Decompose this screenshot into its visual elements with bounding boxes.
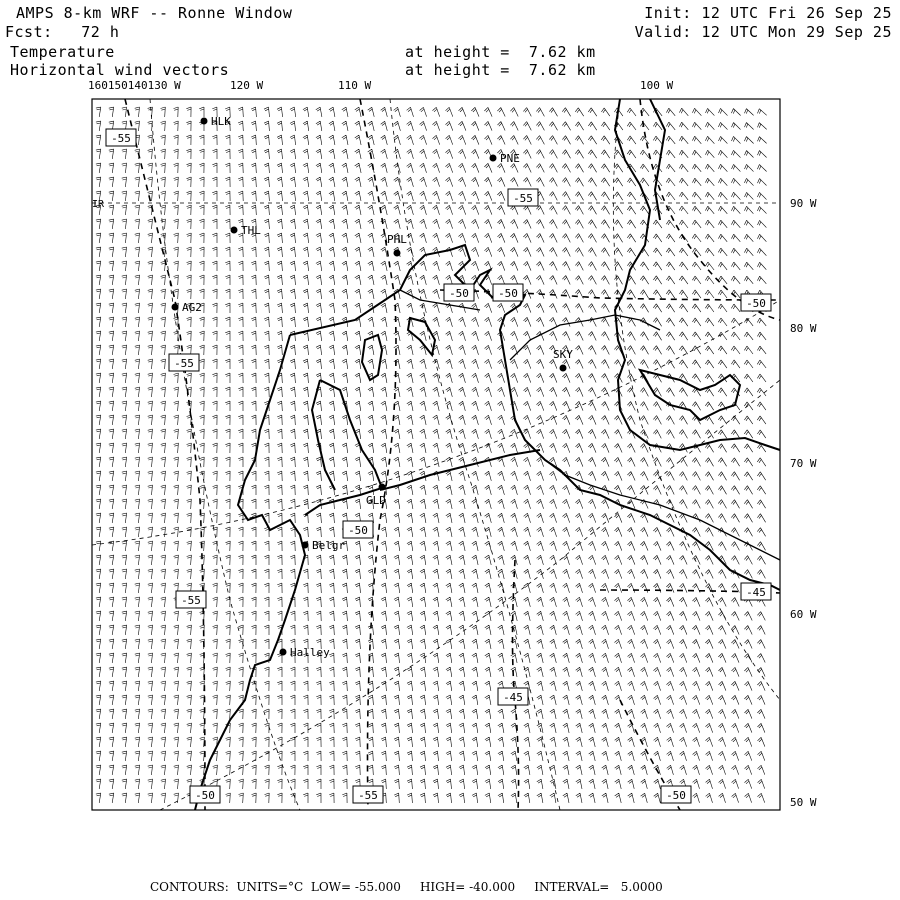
top-axis-label: 120 W	[230, 79, 264, 92]
valid-time: Valid: 12 UTC Mon 29 Sep 25	[634, 23, 892, 41]
station-thl	[231, 224, 262, 237]
station-label: PNE	[500, 152, 520, 165]
station-pne	[490, 152, 520, 165]
station-label: AG2	[182, 301, 202, 314]
station-label: GLD	[366, 494, 386, 507]
svg-text:-50: -50	[666, 789, 686, 802]
station-marker	[280, 649, 287, 656]
map-title: AMPS 8-km WRF -- Ronne Window	[16, 4, 293, 22]
station-label: PHL	[387, 233, 407, 246]
contour-label	[508, 189, 538, 206]
init-time: Init: 12 UTC Fri 26 Sep 25	[644, 4, 892, 22]
wind-vector-field	[96, 107, 767, 803]
station-marker	[302, 542, 309, 549]
station-marker	[231, 227, 238, 234]
station-marker	[379, 484, 386, 491]
station-halley	[280, 646, 331, 659]
station-label: Belgr	[312, 539, 346, 552]
right-axis-label: 60 W	[790, 608, 817, 621]
svg-text:-50: -50	[498, 287, 518, 300]
wind-barbs	[96, 107, 767, 803]
svg-text:-45: -45	[746, 586, 766, 599]
svg-text:-55: -55	[174, 357, 194, 370]
station-marker	[394, 250, 401, 257]
top-axis-label: 160150140130 W	[88, 79, 181, 92]
station-phl	[387, 233, 407, 257]
forecast-hour: Fcst: 72 h	[5, 23, 120, 41]
right-axis-label: 70 W	[790, 457, 817, 470]
station-label: SKY	[553, 348, 573, 361]
svg-text:-55: -55	[513, 192, 533, 205]
height-temperature: at height = 7.62 km	[405, 43, 596, 61]
contour-label	[444, 284, 474, 301]
top-axis-label: 110 W	[338, 79, 372, 92]
contour-label	[741, 583, 771, 600]
svg-text:-50: -50	[348, 524, 368, 537]
field-temperature: Temperature	[10, 43, 115, 61]
temperature-contours	[125, 99, 780, 810]
ice-shelf-edge	[400, 290, 780, 560]
right-axis-label: 90 W	[790, 197, 817, 210]
svg-text:-55: -55	[358, 789, 378, 802]
left-axis-label: IR	[92, 199, 105, 210]
contour-label	[106, 129, 136, 146]
station-marker	[201, 118, 208, 125]
svg-text:-50: -50	[746, 297, 766, 310]
contour-label	[493, 284, 523, 301]
contour-label	[498, 688, 528, 705]
contour-label	[343, 521, 373, 538]
contour-label	[190, 786, 220, 803]
contour-label	[661, 786, 691, 803]
right-axis-label: 80 W	[790, 322, 817, 335]
station-marker	[490, 155, 497, 162]
height-wind: at height = 7.62 km	[405, 61, 596, 79]
right-axis-label: 50 W	[790, 796, 817, 809]
svg-text:-55: -55	[111, 132, 131, 145]
svg-text:-50: -50	[449, 287, 469, 300]
contour-label	[353, 786, 383, 803]
svg-text:-45: -45	[503, 691, 523, 704]
station-label: THL	[241, 224, 261, 237]
field-wind: Horizontal wind vectors	[10, 61, 230, 79]
station-label: HLK	[211, 115, 231, 128]
contour-label	[176, 591, 206, 608]
station-sky	[553, 348, 573, 372]
top-axis-label: 100 W	[640, 79, 674, 92]
svg-text:-50: -50	[195, 789, 215, 802]
svg-text:-55: -55	[181, 594, 201, 607]
station-label: Halley	[290, 646, 330, 659]
station-hlk	[201, 115, 232, 128]
station-marker	[560, 365, 567, 372]
station-marker	[172, 304, 179, 311]
contour-label	[169, 354, 199, 371]
contour-legend: CONTOURS: UNITS=°C LOW= -55.000 HIGH= -40.000 INTERVAL= 5.0000	[150, 880, 663, 894]
contour-label	[741, 294, 771, 311]
